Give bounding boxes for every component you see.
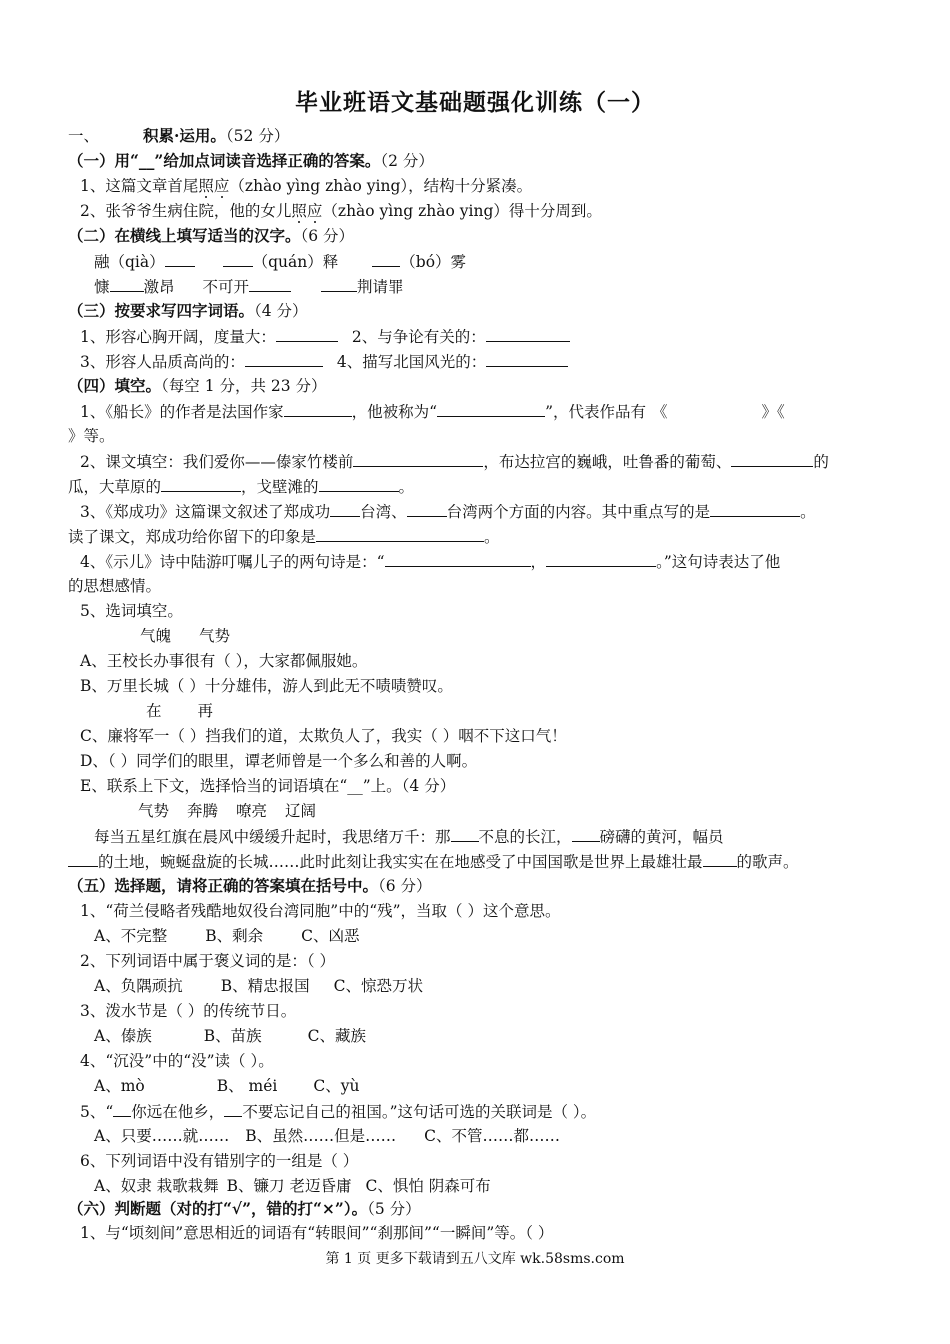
part-number: 一、 <box>68 127 100 145</box>
word-choice: 奔腾 <box>187 802 219 820</box>
blank[interactable] <box>245 350 323 367</box>
option: C、惊恐万状 <box>333 977 423 995</box>
section-4-heading <box>68 375 327 397</box>
s4-question-4-cont: 的思想感情。 <box>68 577 162 595</box>
blank[interactable] <box>407 500 447 517</box>
option: B、 méi <box>216 1077 278 1095</box>
blank[interactable] <box>451 825 479 842</box>
option: B、镰刀 老迈昏庸 <box>226 1177 352 1195</box>
section-title: （四）填空。 <box>68 376 162 395</box>
blank[interactable] <box>437 400 545 417</box>
section-score: （6 分） <box>378 877 432 895</box>
s4-question-4 <box>80 550 780 573</box>
s1-question-1 <box>80 175 532 197</box>
blank[interactable] <box>353 450 483 467</box>
item-text: 台湾两个方面的内容。其中重点写的是 <box>446 503 711 521</box>
item-text: 每当五星红旗在晨风中缓缓升起时，我思绪万千：那 <box>94 828 451 846</box>
option: A、mò <box>94 1077 145 1095</box>
item-text: 你远在他乡， <box>131 1103 225 1121</box>
section-2-heading <box>68 225 354 247</box>
word-choices-3 <box>138 800 316 822</box>
s4-5-option-c: C、廉将军一（ ）挡我们的道，太欺负人了，我实（ ）咽不下这口气！ <box>80 727 567 745</box>
dotted-char: 照 <box>198 177 214 195</box>
part-name: 积累·运用。 <box>143 126 226 145</box>
item-text: 荆请罪 <box>357 278 404 296</box>
passage-line-1 <box>94 825 724 848</box>
option: C、惧怕 阴森可布 <box>365 1177 491 1195</box>
section-score: （6 分） <box>300 227 355 245</box>
s4-question-3 <box>80 500 816 523</box>
option: B、精忠报国 <box>220 977 310 995</box>
option: A、只要……就…… <box>94 1127 230 1145</box>
item-text: 磅礴的黄河，幅员 <box>599 828 724 846</box>
s4-question-1-cont: 》等。 <box>68 427 115 445</box>
item-text: 。”这句诗表达了他 <box>656 553 781 571</box>
question-text: 1、这篇文章首尾 <box>80 177 199 195</box>
item-text: ，他被称为“ <box>351 403 438 421</box>
option: A、奴隶 栽歌栽舞 <box>94 1177 219 1195</box>
option: C、不管……都…… <box>424 1127 560 1145</box>
option: A、傣族 <box>94 1027 152 1045</box>
blank[interactable] <box>276 325 338 342</box>
section-6-heading <box>68 1198 421 1220</box>
section-title: （二）在横线上填写适当的汉字。 <box>68 226 301 245</box>
blank[interactable] <box>113 1100 131 1117</box>
s4-5-option-a: A、王校长办事很有（ ），大家都佩服她。 <box>80 652 368 670</box>
blank[interactable] <box>161 475 241 492</box>
dotted-char: 应 <box>213 177 230 195</box>
word-choices-1 <box>140 625 230 647</box>
section-score: （2 分） <box>380 152 434 170</box>
s5-q6-options <box>94 1175 491 1197</box>
part-one-heading <box>68 125 289 147</box>
item-text: 读了课文，郑成功给你留下的印象是 <box>68 528 317 546</box>
section-score: （每空 1 分，共 23 分） <box>161 377 327 395</box>
item-text: ， <box>530 553 547 571</box>
s4-question-2-cont <box>68 475 414 498</box>
item-text: 激昂 <box>143 278 175 296</box>
s1-question-2 <box>80 200 602 222</box>
s5-q3-options <box>94 1025 366 1047</box>
blank[interactable] <box>223 250 253 267</box>
s4-question-2 <box>80 450 829 473</box>
item-text: 1、形容心胸开阔，度量大： <box>80 328 276 346</box>
s5-question-1: 1、“荷兰侵略者残酷地奴役台湾同胞”中的“残”，当取（ ）这个意思。 <box>80 902 561 920</box>
blank[interactable] <box>372 250 400 267</box>
item-text: 。 <box>398 478 415 496</box>
option: C、藏族 <box>307 1027 366 1045</box>
dotted-char: 照 <box>291 202 307 220</box>
s4-question-3-cont <box>68 525 500 548</box>
blank[interactable] <box>710 500 800 517</box>
s2-row-2 <box>94 275 404 298</box>
word-choices-2 <box>146 700 213 722</box>
item-text: 不要忘记自己的祖国。”这句话可选的关联词是（ ）。 <box>242 1103 597 1121</box>
s4-question-1 <box>80 400 785 423</box>
section-title: （五）选择题，请将正确的答案填在括号中。 <box>68 876 379 895</box>
s4-question-5: 5、选词填空。 <box>80 602 183 620</box>
s5-q5-options <box>94 1125 560 1147</box>
s5-q1-options <box>94 925 359 947</box>
passage-line-2 <box>68 850 799 873</box>
item-text: ，戈壁滩的 <box>241 478 319 496</box>
item-text: 的歌声。 <box>736 853 799 871</box>
item-text: 2、课文填空：我们爱你——傣家竹楼前 <box>80 453 354 471</box>
item-text: 1、《船长》的作者是法国作家 <box>80 403 284 421</box>
section-title: （一）用“__”给加点词读音选择正确的答案。 <box>68 151 381 170</box>
word-choice: 再 <box>197 702 214 720</box>
word-choice: 气势 <box>138 802 170 820</box>
item-text: 瓜，大草原的 <box>68 478 162 496</box>
option: A、负隅顽抗 <box>94 977 183 995</box>
s5-question-5 <box>80 1100 596 1123</box>
s4-5-option-d: D、（ ）同学们的眼里，谭老师曾是一个多么和善的人啊。 <box>80 752 478 770</box>
s4-5-option-e: E、联系上下文，选择恰当的词语填在“__”上。（4 分） <box>80 777 456 795</box>
item-text: 台湾、 <box>360 503 407 521</box>
page-footer: 第 1 页 更多下载请到五八文库 wk.58sms.com <box>325 1251 625 1267</box>
dotted-char: 应 <box>306 202 323 220</box>
question-text: （zhào yìng zhào ying）得十分周到。 <box>322 202 602 220</box>
item-text: 4、《示儿》诗中陆游叮嘱儿子的两句诗是：“ <box>80 553 385 571</box>
word-choice: 气势 <box>199 627 231 645</box>
part-score: （52 分） <box>225 127 290 145</box>
blank[interactable] <box>316 525 484 542</box>
item-text: 融（qià） <box>94 253 165 271</box>
item-text: 的 <box>813 453 829 471</box>
blank[interactable] <box>249 275 291 292</box>
question-text: （zhào yìng zhào ying），结构十分紧凑。 <box>229 177 533 195</box>
section-1-heading <box>68 150 434 172</box>
word-choice: 辽阔 <box>285 802 317 820</box>
blank[interactable] <box>731 450 813 467</box>
section-5-heading <box>68 875 432 897</box>
item-text: 2、与争论有关的： <box>351 328 486 346</box>
option: B、剩余 <box>205 927 264 945</box>
section-3-heading <box>68 300 308 322</box>
s5-question-4: 4、“沉没”中的“没”读（ ）。 <box>80 1052 274 1070</box>
item-text: 不息的长江， <box>478 828 572 846</box>
item-text: 。 <box>484 528 500 546</box>
blank[interactable] <box>284 400 352 417</box>
option: B、虽然……但是…… <box>245 1127 397 1145</box>
item-text: 。 <box>800 503 816 521</box>
blank[interactable] <box>486 325 570 342</box>
item-text: 3、形容人品质高尚的： <box>80 353 245 371</box>
item-text: （quán）释 <box>252 253 339 271</box>
blank[interactable] <box>321 275 357 292</box>
option: C、yù <box>313 1077 360 1095</box>
section-score: （5 分） <box>367 1200 421 1218</box>
option: C、凶恶 <box>301 927 360 945</box>
s2-row-1 <box>94 250 466 273</box>
item-text: ”，代表作品有 <box>545 403 646 421</box>
item-text: 不可开 <box>202 278 250 296</box>
blank[interactable] <box>546 550 656 567</box>
item-text: ，布达拉宫的巍峨，吐鲁番的葡萄、 <box>483 453 732 471</box>
s5-q4-options <box>94 1075 360 1097</box>
blank[interactable] <box>703 850 737 867</box>
item-text: 《 <box>652 403 668 421</box>
blank[interactable] <box>330 500 360 517</box>
s5-question-2: 2、下列词语中属于褒义词的是：（ ） <box>80 952 336 970</box>
blank[interactable] <box>165 250 195 267</box>
question-text: 2、张爷爷生病住院，他的女儿 <box>80 202 292 220</box>
s3-row-2 <box>80 350 568 373</box>
s6-question-1: 1、与“顷刻间”意思相近的词语有“转眼间”“刹那间”“一瞬间”等。（ ） <box>80 1224 554 1242</box>
section-title: （三）按要求写四字词语。 <box>68 301 255 320</box>
option: A、不完整 <box>94 927 168 945</box>
section-title: （六）判断题（对的打“√”，错的打“×”）。 <box>68 1199 368 1218</box>
s4-5-option-b: B、万里长城（ ）十分雄伟，游人到此无不啧啧赞叹。 <box>80 677 453 695</box>
word-choice: 在 <box>146 702 162 720</box>
s5-q2-options <box>94 975 423 997</box>
item-text: 》《 <box>761 403 785 421</box>
blank[interactable] <box>68 850 98 867</box>
word-choice: 气魄 <box>140 627 172 645</box>
page-title: 毕业班语文基础题强化训练（一） <box>295 89 655 116</box>
s5-question-3: 3、泼水节是（ ）的传统节日。 <box>80 1002 297 1020</box>
item-text: 慷 <box>94 278 110 296</box>
blank[interactable] <box>572 825 600 842</box>
item-text: 4、描写北国风光的： <box>336 353 487 371</box>
word-choice: 嘹亮 <box>236 802 268 820</box>
blank[interactable] <box>319 475 399 492</box>
blank[interactable] <box>486 350 568 367</box>
item-text: 3、《郑成功》这篇课文叙述了郑成功 <box>80 503 331 521</box>
option: B、苗族 <box>203 1027 262 1045</box>
s3-row-1 <box>80 325 570 348</box>
section-score: （4 分） <box>254 302 308 320</box>
blank[interactable] <box>385 550 531 567</box>
item-text: （bó）雾 <box>400 253 467 271</box>
item-text: 5、“ <box>80 1103 114 1121</box>
blank[interactable] <box>224 1100 242 1117</box>
s5-question-6: 6、下列词语中没有错别字的一组是（ ） <box>80 1152 359 1170</box>
item-text: 的土地，蜿蜒盘旋的长城……此时此刻让我实实在在地感受了中国国歌是世界上最雄壮最 <box>98 853 703 871</box>
blank[interactable] <box>110 275 144 292</box>
